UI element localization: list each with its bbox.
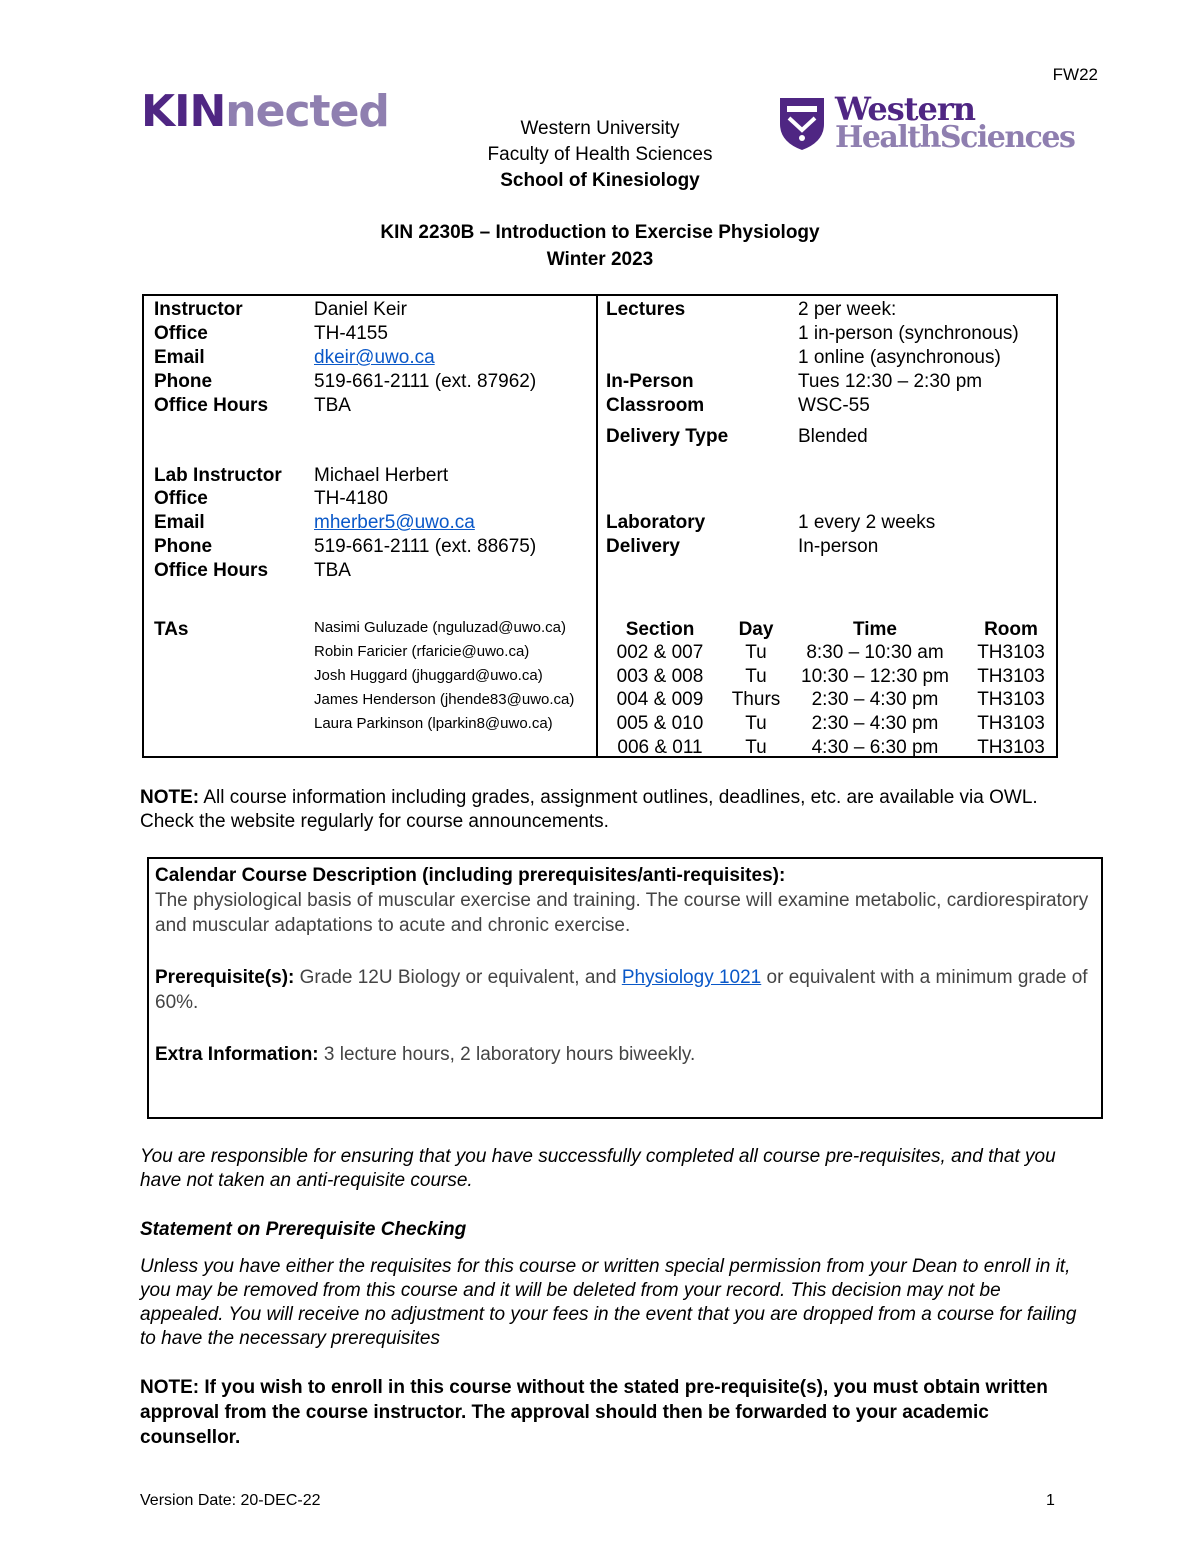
lab-hours: TBA [314, 560, 351, 581]
time-cell: 4:30 – 6:30 pm [811, 737, 939, 758]
responsibility-text: You are responsible for ensuring that you have successfully completed all course pre-requisites, and that you have not taken an anti-requisite course. [140, 1146, 1056, 1191]
instructor-hours: TBA [314, 395, 351, 416]
lab-office: TH-4180 [314, 488, 388, 509]
course-info-table [142, 294, 1058, 758]
lab-delivery-label: Delivery [606, 536, 680, 557]
calendar-description-box [147, 857, 1103, 1119]
room-cell: TH3103 [977, 737, 1045, 758]
section-header: Section [625, 619, 695, 640]
ta-item: Nasimi Guluzade (nguluzad@uwo.ca) [314, 619, 567, 636]
lectures-label: Lectures [606, 299, 686, 320]
delivery-type-label: Delivery Type [606, 426, 729, 447]
lab-hours-label: Office Hours [154, 560, 269, 581]
whs-logo-healthsciences: HealthSciences [835, 120, 1075, 155]
instructor-hours-label: Office Hours [154, 395, 269, 416]
table-divider [596, 296, 598, 756]
ta-item: Josh Huggard (jhuggard@uwo.ca) [314, 667, 543, 684]
section-cell: 004 & 009 [616, 689, 704, 710]
instructor-phone-label: Phone [154, 371, 213, 392]
lectures-line2: 1 in-person (synchronous) [798, 323, 1019, 344]
extra-label: Extra Information: [155, 1044, 319, 1065]
lab-phone: 519-661-2111 (ext. 88675) [314, 536, 537, 557]
prereq-label: Prerequisite(s): [155, 967, 295, 988]
time-cell: 2:30 – 4:30 pm [811, 689, 939, 710]
faculty-name: Faculty of Health Sciences [487, 144, 713, 165]
prereq-after: or equivalent with a minimum grade of 60%. [155, 967, 1088, 1013]
lab-phone-label: Phone [154, 536, 213, 557]
lab-delivery: In-person [798, 536, 879, 557]
lab-email-label: Email [154, 512, 205, 533]
course-title: KIN 2230B – Introduction to Exercise Physiology [380, 222, 820, 243]
calendar-description: The physiological basis of muscular exercise and training. The course will examine metabolic, cardiorespiratory and muscular adaptations to acute and chronic exercise. [155, 890, 1089, 936]
university-name: Western University [520, 118, 680, 139]
lectures-line3: 1 online (asynchronous) [798, 347, 1001, 368]
day-cell: Tu [745, 737, 767, 758]
day-cell: Thurs [731, 689, 781, 710]
section-cell: 006 & 011 [617, 737, 703, 758]
room-cell: TH3103 [977, 713, 1045, 734]
prereq-before: Grade 12U Biology or equivalent, and [299, 967, 617, 988]
statement-title: Statement on Prerequisite Checking [140, 1219, 467, 1240]
lab-instructor-label: Lab Instructor [154, 465, 282, 486]
ta-item: James Henderson (jhende83@uwo.ca) [314, 691, 575, 708]
tas-label: TAs [154, 619, 189, 640]
inperson-label: In-Person [606, 371, 694, 392]
physiology-1021-link[interactable]: Physiology 1021 [621, 967, 762, 988]
crest-icon [777, 94, 827, 152]
day-cell: Tu [745, 713, 767, 734]
room-cell: TH3103 [977, 689, 1045, 710]
time-header: Time [852, 619, 897, 640]
classroom: WSC-55 [798, 395, 870, 416]
lab-email-link[interactable]: mherber5@uwo.ca [314, 512, 475, 533]
day-header: Day [738, 619, 774, 640]
laboratory-value: 1 every 2 weeks [798, 512, 936, 533]
time-cell: 10:30 – 12:30 pm [801, 666, 949, 687]
note-label: NOTE: [140, 787, 200, 808]
instructor-phone: 519-661-2111 (ext. 87962) [314, 371, 537, 392]
time-cell: 2:30 – 4:30 pm [811, 713, 939, 734]
time-cell: 8:30 – 10:30 am [806, 642, 944, 663]
day-cell: Tu [745, 666, 767, 687]
ta-item: Robin Faricier (rfaricie@uwo.ca) [314, 643, 530, 660]
owl-note [140, 786, 1070, 834]
course-heading [300, 219, 900, 273]
inperson-time: Tues 12:30 – 2:30 pm [798, 371, 983, 392]
instructor-office-label: Office [154, 323, 208, 344]
prerequisites [155, 965, 1095, 1015]
version-date: Version Date: 20-DEC-22 [140, 1492, 321, 1509]
section-cell: 002 & 007 [616, 642, 704, 663]
instructor-name: Daniel Keir [314, 299, 407, 320]
section-cell: 005 & 010 [616, 713, 704, 734]
day-cell: Tu [745, 642, 767, 663]
lab-instructor-name: Michael Herbert [314, 465, 449, 486]
approval-note: NOTE: If you wish to enroll in this course without the stated pre-requisite(s), you must obtain written approval from the course instructor. The approval should then be forwarded to your academic counsellor. [140, 1377, 1048, 1448]
lab-office-label: Office [154, 488, 208, 509]
delivery-type: Blended [798, 426, 868, 447]
note-text: All course information including grades, assignment outlines, deadlines, etc. are available via OWL. Check the website regularly for course announcements. [140, 787, 1038, 832]
term-code: FW22 [1052, 65, 1098, 84]
extra-information [155, 1042, 1095, 1067]
instructor-office: TH-4155 [314, 323, 388, 344]
extra-text: 3 lecture hours, 2 laboratory hours biweekly. [323, 1044, 696, 1065]
course-term: Winter 2023 [546, 249, 654, 270]
university-header [400, 116, 800, 194]
calendar-title: Calendar Course Description (including prerequisites/anti-requisites): [155, 865, 786, 886]
section-cell: 003 & 008 [616, 666, 704, 687]
western-health-sciences-logo [777, 90, 1077, 155]
lectures-line1: 2 per week: [798, 299, 897, 320]
kinnected-logo: KINnected [141, 86, 389, 137]
whs-logo-western: Western [835, 90, 975, 128]
instructor-label: Instructor [154, 299, 243, 320]
page-number: 1 [1046, 1492, 1055, 1509]
statement-body: Unless you have either the requisites for this course or written special permission from your Dean to enroll in it, you may be removed from this course and it will be deleted from your record. This decision may not be appealed. You will receive no adjustment to your fees in the event that you are dropped from a course for failing to have the necessary prerequisites [140, 1256, 1077, 1349]
laboratory-label: Laboratory [606, 512, 706, 533]
room-header: Room [984, 619, 1038, 640]
room-cell: TH3103 [977, 642, 1045, 663]
school-name: School of Kinesiology [500, 170, 700, 191]
ta-item: Laura Parkinson (lparkin8@uwo.ca) [314, 715, 553, 732]
instructor-email-label: Email [154, 347, 205, 368]
instructor-email-link[interactable]: dkeir@uwo.ca [314, 347, 435, 368]
classroom-label: Classroom [606, 395, 705, 416]
room-cell: TH3103 [977, 666, 1045, 687]
